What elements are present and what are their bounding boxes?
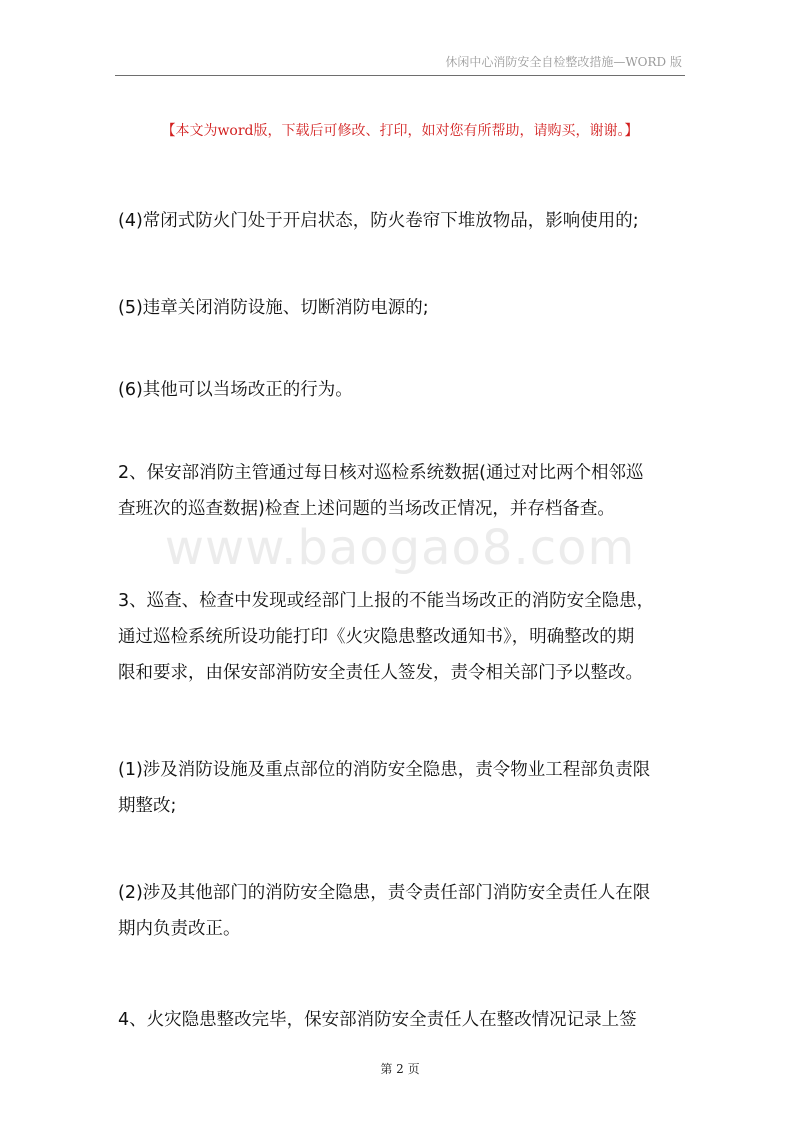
watermark-text: www.baogao8.com xyxy=(164,520,636,576)
paragraph-section-4 xyxy=(118,1002,693,1038)
header-divider xyxy=(115,75,685,76)
paragraph-line: 期整改; xyxy=(118,796,177,816)
paragraph-item-4 xyxy=(118,203,693,239)
paragraph-line: 查班次的巡查数据)检查上述问题的当场改正情况，并存档备查。 xyxy=(118,499,615,519)
paragraph-line: 通过巡检系统所设功能打印《火灾隐患整改通知书》，明确整改的期 xyxy=(118,627,635,647)
running-header: 休闲中心消防安全自检整改措施—WORD 版 xyxy=(445,55,682,69)
paragraph-line: (5)违章关闭消防设施、切断消防电源的; xyxy=(118,298,429,318)
paragraph-line: (2)涉及其他部门的消防安全隐患，责令责任部门消防安全责任人在限 xyxy=(118,883,651,903)
paragraph-line: 期内负责改正。 xyxy=(118,919,241,939)
paragraph-sub-2 xyxy=(118,875,693,947)
paragraph-line: 3、巡查、检查中发现或经部门上报的不能当场改正的消防安全隐患， xyxy=(118,591,655,611)
paragraph-line: (1)涉及消防设施及重点部位的消防安全隐患，责令物业工程部负责限 xyxy=(118,760,651,780)
paragraph-section-3 xyxy=(118,583,693,691)
paragraph-item-6 xyxy=(118,372,693,408)
paragraph-line: (4)常闭式防火门处于开启状态，防火卷帘下堆放物品，影响使用的; xyxy=(118,211,639,231)
paragraph-line: 4、火灾隐患整改完毕，保安部消防安全责任人在整改情况记录上签 xyxy=(118,1010,637,1030)
paragraph-item-5 xyxy=(118,290,693,326)
purchase-notice: 【本文为word版，下载后可修改、打印，如对您有所帮助，请购买，谢谢。】 xyxy=(161,123,639,139)
paragraph-line: 2、保安部消防主管通过每日核对巡检系统数据(通过对比两个相邻巡 xyxy=(118,463,644,483)
paragraph-line: (6)其他可以当场改正的行为。 xyxy=(118,380,353,400)
paragraph-line: 限和要求，由保安部消防安全责任人签发，责令相关部门予以整改。 xyxy=(118,663,643,683)
paragraph-sub-1 xyxy=(118,752,693,824)
paragraph-section-2 xyxy=(118,455,693,527)
page-number: 第 2 页 xyxy=(380,1062,420,1076)
